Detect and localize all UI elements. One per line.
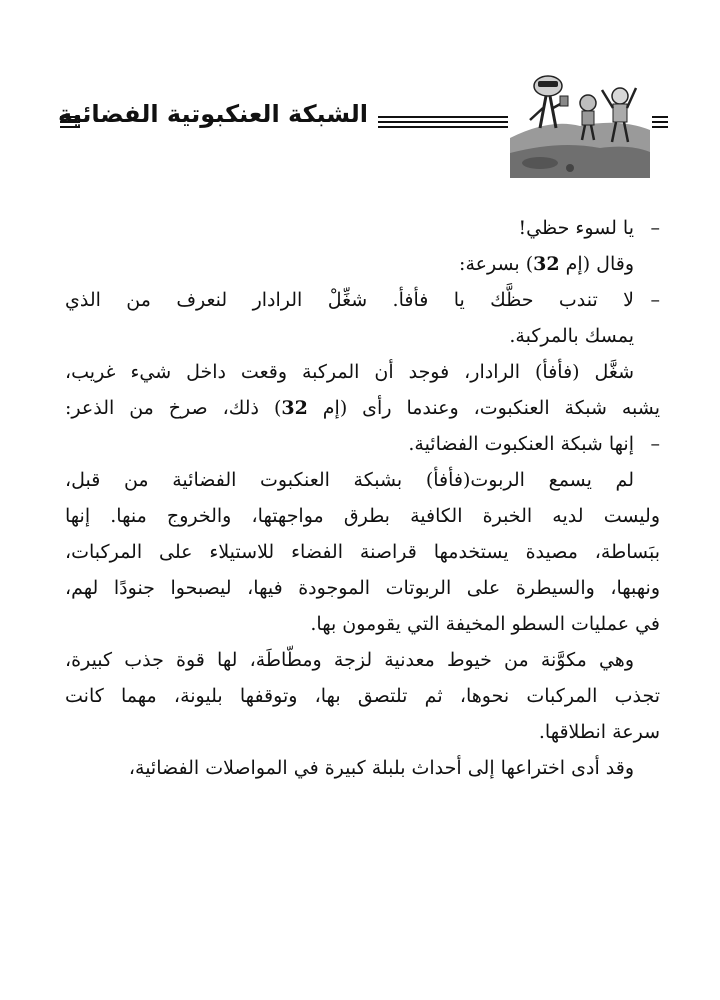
number-label: 32 (533, 253, 560, 275)
paragraph-line: سرعة انطلاقها. (538, 721, 660, 743)
dialogue-dash: – (650, 289, 660, 311)
dialogue-line (65, 210, 660, 246)
dialogue-dash: – (650, 433, 660, 455)
paragraph-line: ببَساطة، مصيدة يستخدمها قراصنة الفضاء للاستيلاء على المركبات، (65, 541, 660, 563)
paragraph-line: إنها شبكة العنكبوت الفضائية. (408, 433, 634, 455)
paragraph-line: وهي مكوَّنة من خيوط معدنية لزجة ومطّاطَة، لها قوة جذب كبيرة، (65, 649, 634, 671)
paragraph-line: تجذب المركبات نحوها، ثم تلتصق بها، وتوقفها بليونة، مهما كانت (65, 685, 660, 707)
number-label: 32 (281, 397, 308, 419)
paragraph-line: يا لسوء حظي! (518, 217, 634, 239)
cartoon-robots-illustration (510, 68, 650, 178)
paragraph-line (65, 246, 660, 282)
decorative-rule-right (652, 116, 668, 130)
decorative-rule-middle (378, 116, 508, 130)
paragraph-line: وليست لديه الخبرة الكافية بطرق مواجهتها، والخروج منها. إنها (65, 505, 660, 527)
text-fragment: يشبه شبكة العنكبوت، وعندما رأى (إم (307, 397, 660, 419)
dialogue-dash: – (650, 217, 660, 239)
dialogue-line (65, 282, 660, 318)
chapter-title: الشبكة العنكبوتية الفضائية (58, 100, 368, 128)
paragraph-line: في عمليات السطو المخيفة التي يقومون بها. (310, 613, 660, 635)
paragraph-line: شغَّل (فأفأ) الرادار، فوجد أن المركبة وقعت داخل شيء غريب، (65, 361, 634, 383)
paragraph-line: لا تندب حظَّك يا فأفأ. شغِّلْ الرادار لنعرف من الذي (65, 289, 634, 311)
text-fragment: ) ذلك، صرخ من الذعر: (65, 397, 282, 419)
dialogue-line (65, 426, 660, 462)
paragraph-line: ونهبها، والسيطرة على الربوتات الموجودة فيها، ليصبحوا جنودًا لهم، (65, 577, 660, 599)
text-fragment: وقال (إم (559, 253, 634, 275)
chapter-header (40, 68, 680, 178)
text-fragment: ) بسرعة: (459, 253, 534, 275)
paragraph-line (65, 390, 660, 426)
story-text (65, 210, 660, 786)
paragraph-line: يمسك بالمركبة. (509, 325, 634, 347)
paragraph-line: وقد أدى اختراعها إلى أحداث بلبلة كبيرة في المواصلات الفضائية، (128, 757, 634, 779)
paragraph-line: لم يسمع الربوت(فأفأ) بشبكة العنكبوت الفضائية من قبل، (65, 469, 634, 491)
